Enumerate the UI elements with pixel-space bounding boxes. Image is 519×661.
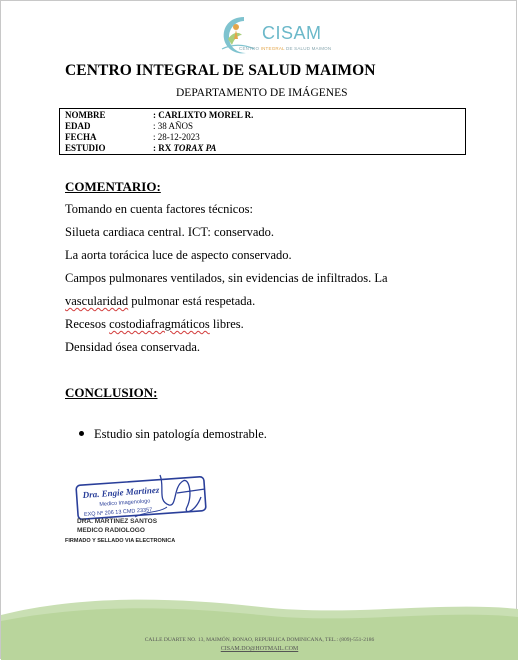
footer-address: CALLE DUARTE NO. 13, MAIMÓN, BONAO, REPUBLICA DOMINICANA, TEL.: (809)-551-2186 [144, 637, 375, 643]
comentario-line: Recesos costodiafragmáticos libres. [65, 317, 244, 331]
comentario-line: Silueta cardiaca central. ICT: conservado. [65, 225, 275, 239]
footer-email[interactable]: CISAM.DO@HOTMAIL.COM [220, 646, 299, 652]
info-label: FECHA [65, 132, 97, 142]
department-title: DEPARTAMENTO DE IMÁGENES [176, 87, 348, 99]
comentario-heading: COMENTARIO: [65, 179, 161, 194]
comentario-line: Densidad ósea conservada. [65, 340, 201, 354]
info-label: EDAD [65, 121, 91, 131]
info-row-fecha [65, 132, 200, 142]
stamp-name: Dra. Engie Martinez [82, 484, 160, 501]
info-label: ESTUDIO [65, 143, 106, 153]
patient-info-box [59, 108, 466, 155]
info-value: : CARLIXTO MOREL R. [153, 110, 254, 120]
comentario-line: vascularidad pulmonar está respetada. [65, 294, 256, 308]
signed-note: FIRMADO Y SELLADO VIA ELECTRONICA [65, 538, 176, 544]
bullet-icon [79, 431, 84, 436]
conclusion-item: Estudio sin patología demostrable. [79, 427, 267, 442]
info-value: : 38 AÑOS [153, 121, 194, 131]
stamp-exq: EXQ Nº 206 13 CMD 23357 [83, 507, 153, 519]
logo-name: CISAM [262, 23, 322, 43]
info-label: NOMBRE [65, 110, 106, 120]
info-value: : RX TORAX PA [153, 143, 217, 153]
info-row-edad [65, 121, 193, 131]
comentario-line: La aorta torácica luce de aspecto conservado. [65, 248, 292, 262]
doctor-name: DRA. MARTINEZ SANTOS [77, 518, 158, 525]
conclusion-heading: CONCLUSION: [65, 385, 158, 400]
info-row-nombre [65, 110, 253, 120]
info-row-estudio [65, 143, 216, 153]
page-title: CENTRO INTEGRAL DE SALUD MAIMON [65, 62, 376, 79]
doctor-title: MEDICO RADIOLOGO [77, 527, 145, 534]
logo-subtitle: CENTRO INTEGRAL DE SALUD MAIMON [239, 46, 332, 51]
comentario-line: Tomando en cuenta factores técnicos: [65, 202, 253, 216]
comentario-line: Campos pulmonares ventilados, sin evidencias de infiltrados. La [65, 271, 388, 285]
info-value: : 28-12-2023 [153, 132, 200, 142]
stamp-role: Medico Imagenologo [99, 498, 151, 508]
cisam-logo [206, 13, 336, 57]
